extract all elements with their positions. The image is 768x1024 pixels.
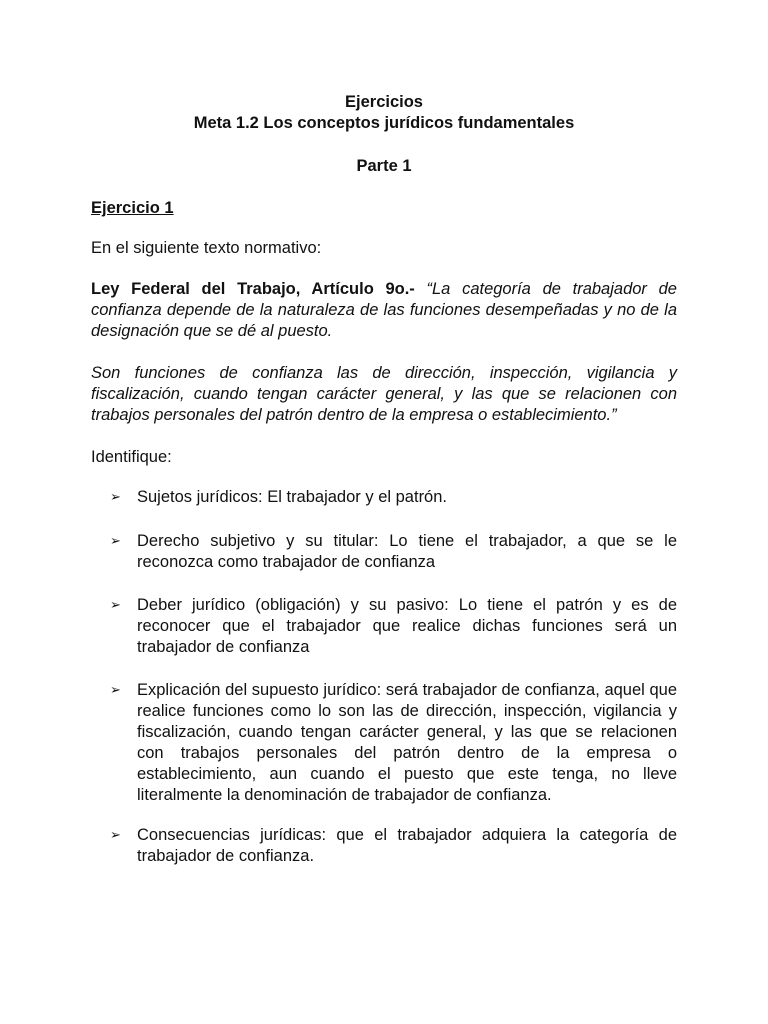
list-item-text: Consecuencias jurídicas: que el trabajador adquiera la categoría de trabajador de confianza. [137, 826, 677, 865]
arrow-bullet-icon: ➢ [110, 490, 121, 505]
document-title-block [0, 92, 768, 134]
arrow-bullet-icon: ➢ [110, 828, 121, 843]
list-item-text: Explicación del supuesto jurídico: será trabajador de confianza, aquel que realice funciones como lo son las de dirección, inspección, vigilancia y fiscalización, cuando tengan carácter general, y las que se relacionen con trabajos personales del patrón dentro de la empresa o establecimiento, aun cuando el puesto que este tenga, no lleve literalmente la denominación de trabajador de confianza. [137, 681, 677, 804]
identify-label: Identifique: [91, 448, 172, 466]
law-paragraph [91, 279, 677, 342]
arrow-bullet-icon: ➢ [110, 683, 121, 698]
arrow-bullet-icon: ➢ [110, 598, 121, 613]
list-item-text: Sujetos jurídicos: El trabajador y el patrón. [137, 488, 447, 506]
arrow-bullet-icon: ➢ [110, 534, 121, 549]
law-quote-part-1: “La categoría de trabajador de confianza depende de la naturaleza de las funciones desempeñadas y no de la designación que se dé al puesto. [91, 280, 677, 340]
part-title: Parte 1 [356, 157, 412, 175]
intro-text: En el siguiente texto normativo: [91, 239, 322, 257]
document-subheading: Meta 1.2 Los conceptos jurídicos fundamentales [193, 114, 575, 132]
law-quote-part-2: Son funciones de confianza las de dirección, inspección, vigilancia y fiscalización, cuando tengan carácter general, y las que se relacionen con trabajos personales del patrón dentro de la empresa o establecimiento.” [91, 364, 677, 424]
list-item-text: Deber jurídico (obligación) y su pasivo: Lo tiene el patrón y es de reconocer que el trabajador que realice dichas funciones será un trabajador de confianza [137, 596, 677, 656]
exercise-title: Ejercicio 1 [91, 199, 174, 217]
list-item-text: Derecho subjetivo y su titular: Lo tiene el trabajador, a que se le reconozca como trabajador de confianza [137, 532, 677, 571]
document-heading: Ejercicios [345, 93, 423, 111]
law-reference: Ley Federal del Trabajo, Artículo 9o.- [91, 280, 415, 298]
